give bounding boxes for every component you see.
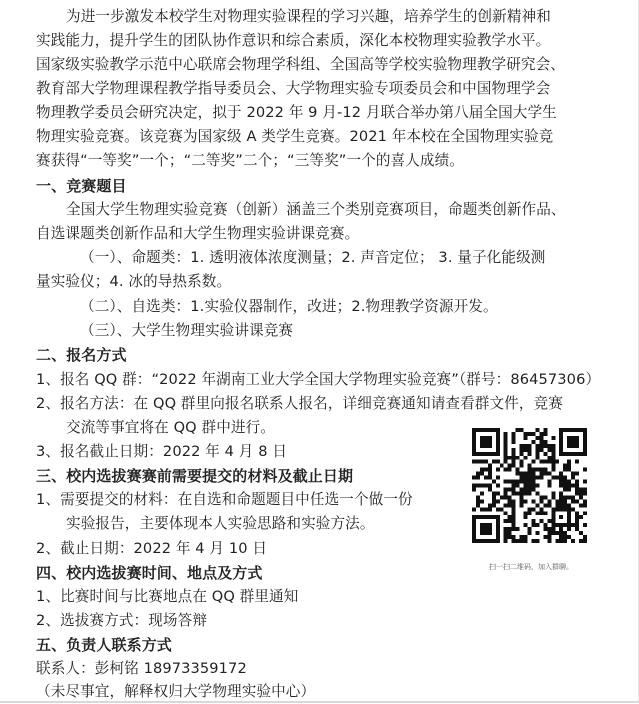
qr-caption: 扫一扫二维码，加入群聊。 [489,563,573,571]
intro-line-1: 为进一步激发本校学生对物理实验课程的学习兴趣，培养学生的创新精神和 [66,8,551,25]
intro-line-6: 物理实验竞赛。该竞赛为国家级 A 类学生竞赛。2021 年本校在全国物理实验竞 [36,128,554,145]
intro-line-4: 教育部大学物理课程教学指导委员会、大学物理实验专项委员会和中国物理学会 [36,80,551,97]
section-1-line-3: （一）、命题类：1. 透明液体浓度测量；2. 声音定位； 3. 量子化能级测 [80,249,546,266]
note-line: （未尽事宜，解释权归大学物理实验中心） [36,683,316,700]
section-3-line-1: 1、需要提交的材料：在自选和命题题目中任选一个做一份 [36,491,413,508]
section-4-title: 四、校内选拔赛时间、地点及方式 [36,564,263,582]
section-2-line-3: 交流等事宜将在 QQ 群中进行。 [66,419,275,436]
qr-code-block [472,428,587,574]
section-2-title: 二、报名方式 [36,346,127,364]
qr-code-icon [472,428,587,543]
section-3-line-2: 实验报告，主要体现本人实验思路和实验方法。 [66,515,375,532]
section-1-line-1: 全国大学生物理实验竞赛（创新）涵盖三个类别竞赛项目，命题类创新作品、 [66,201,566,218]
section-1-title: 一、竞赛题目 [36,177,127,195]
intro-line-2: 实践能力，提升学生的团队协作意识和综合素质，深化本校物理实验教学水平。 [36,32,551,49]
section-3-title: 三、校内选拔赛赛前需要提交的材料及截止日期 [36,467,354,485]
section-1-line-6: （三）、大学生物理实验讲课竞赛 [80,322,294,339]
section-1-line-4: 量实验仪；4. 冰的导热系数。 [36,273,232,290]
intro-line-7: 赛获得“一等奖”一个；“二等奖”二个；“三等奖”一个的喜人成绩。 [36,152,465,169]
section-1-line-5: （二）、自选类：1.实验仪器制作，改进；2.物理教学资源开发。 [80,298,498,315]
section-3-line-3: 2、截止日期：2022 年 4 月 10 日 [36,540,268,557]
intro-line-5: 物理教学委员会研究决定，拟于 2022 年 9 月-12 月联合举办第八届全国大学生 [36,104,557,121]
section-2-line-2: 2、报名方法：在 QQ 群里向报名联系人报名，详细竞赛通知请查看群文件，竞赛 [36,395,563,412]
section-1-line-2: 自选课题类创新作品和大学生物理实验讲课竞赛。 [36,225,360,242]
section-4-line-1: 1、比赛时间与比赛地点在 QQ 群里通知 [36,588,299,605]
contact-line: 联系人：彭柯铭 18973359172 [36,660,247,677]
section-2-line-4: 3、报名截止日期：2022 年 4 月 8 日 [36,443,288,460]
intro-line-3: 国家级实验教学示范中心联席会物理学科组、全国高等学校实验物理教学研究会、 [36,56,565,73]
section-4-line-2: 2、选拔赛方式：现场答辩 [36,612,208,629]
section-2-line-1: 1、报名 QQ 群：“2022 年湖南工业大学全国大学物理实验竞赛”（群号：86457306） [36,371,601,388]
section-5-title: 五、负责人联系方式 [36,636,172,654]
